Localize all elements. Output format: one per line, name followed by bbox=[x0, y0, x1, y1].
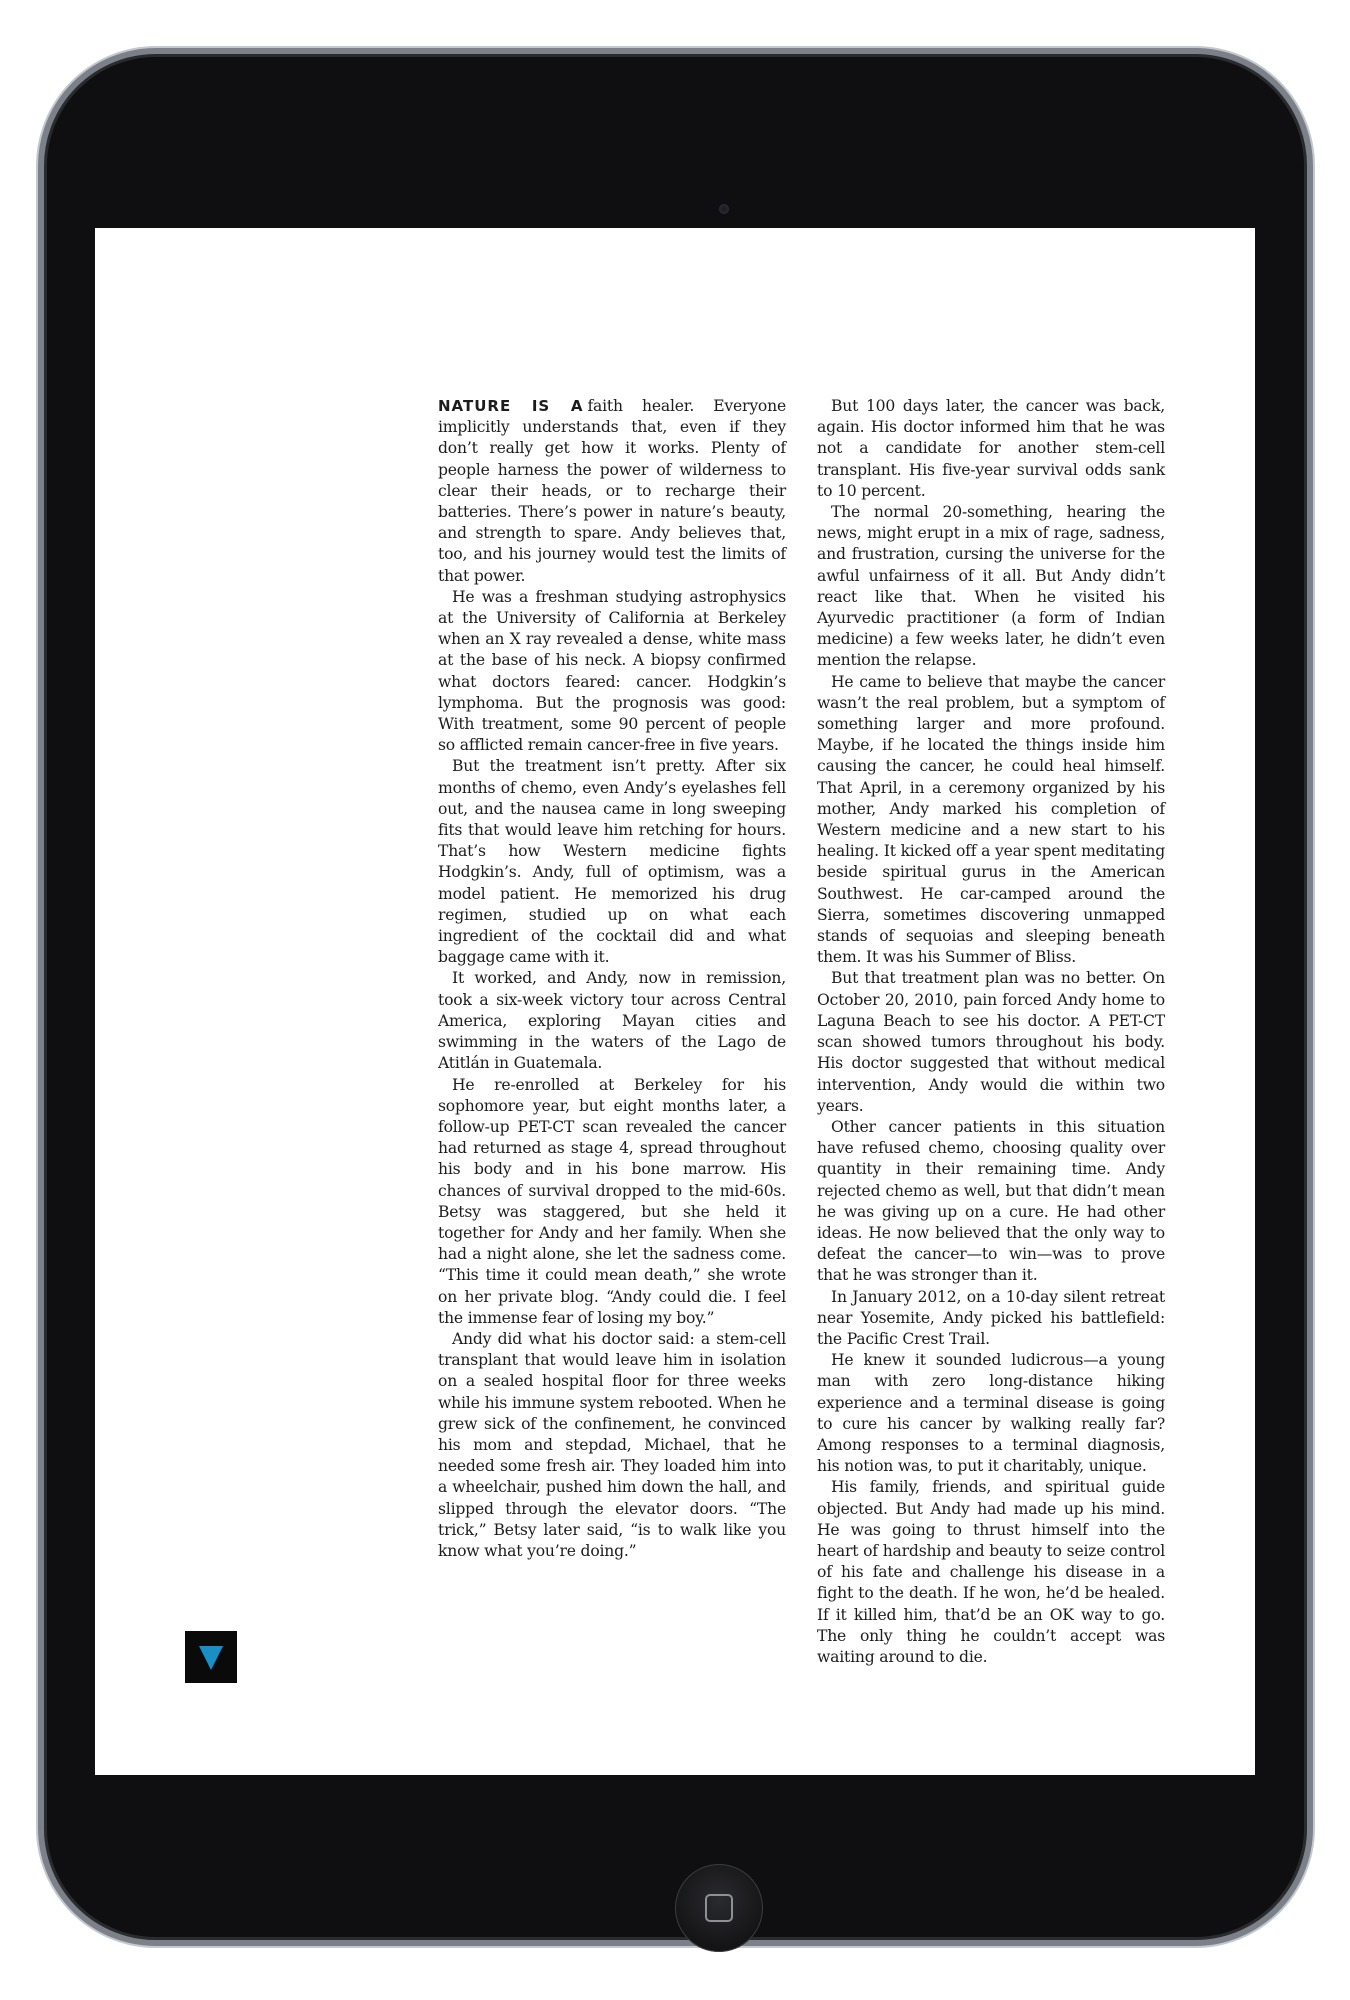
article-paragraph: But 100 days later, the cancer was back, again. His doctor informed him that he was not a candidate for another stem-cell transplant. His five-year survival odds sank to 10 percent. bbox=[817, 397, 1165, 500]
paragraph-text: faith healer. Everyone implicitly understands that, even if they don’t really get how it works. Plenty of people harness the power of wilderness to clear their heads, or to recharge their batteries. There’s power in nature’s beauty, and strength to spare. Andy believes that, too, and his journey would test the limits of that power. bbox=[438, 397, 786, 585]
article-paragraph: He re-enrolled at Berkeley for his sophomore year, but eight months later, a follow-up PET-CT scan revealed the cancer had returned as stage 4, spread throughout his body and in his bone marrow. His chances of survival dropped to the mid-60s. Betsy was staggered, but she held it together for Andy and her family. When she had a night alone, she let the sadness come. “This time it could mean death,” she wrote on her private blog. “Andy could die. I feel the immense fear of losing my boy.” bbox=[438, 1075, 786, 1327]
article-paragraph: But the treatment isn’t pretty. After six months of chemo, even Andy’s eyelashes fell out, and the nausea came in long sweeping fits that would leave him retching for hours. That’s how Western medicine fights Hodgkin’s. Andy, full of optimism, was a model patient. He memorized his drug regimen, studied up on what each ingredient of the cocktail did and what baggage came with it. bbox=[438, 757, 786, 967]
article-paragraph: He knew it sounded ludicrous—a young man with zero long-distance hiking experience and a terminal disease is going to cure his cancer by walking really far? Among responses to a terminal diagnosis, his notion was, to put it charitably, unique. bbox=[817, 1351, 1165, 1476]
article-paragraph: But that treatment plan was no better. On October 20, 2010, pain forced Andy home to Laguna Beach to see his doctor. A PET-CT scan showed tumors throughout his body. His doctor suggested that without medical intervention, Andy would die within two years. bbox=[817, 969, 1165, 1115]
article-paragraph: He was a freshman studying astrophysics at the University of California at Berkeley when an X ray revealed a dense, white mass at the base of his neck. A biopsy confirmed what doctors feared: cancer. Hodgkin’s lymphoma. But the prognosis was good: With treatment, some 90 percent of people so afflicted remain cancer-free in five years. bbox=[438, 587, 786, 755]
lead-in: NATURE IS A bbox=[438, 397, 584, 415]
home-button[interactable] bbox=[675, 1864, 763, 1952]
article-paragraph: It worked, and Andy, now in remission, took a six-week victory tour across Central America, exploring Mayan cities and swimming in the waters of the Lago de Atitlán in Guatemala. bbox=[438, 969, 786, 1073]
article-column-left bbox=[438, 396, 786, 1562]
home-button-icon bbox=[705, 1894, 733, 1922]
article-paragraph: In January 2012, on a 10-day silent retreat near Yosemite, Andy picked his battlefield: the Pacific Crest Trail. bbox=[817, 1287, 1165, 1348]
end-marker[interactable] bbox=[185, 1631, 237, 1683]
front-camera bbox=[719, 204, 729, 214]
article-paragraph: Other cancer patients in this situation have refused chemo, choosing quality over quantity in their remaining time. Andy rejected chemo as well, but that didn’t mean he was giving up on a cure. He had other ideas. He now believed that the only way to defeat the cancer—to win—was to prove that he was stronger than it. bbox=[817, 1117, 1165, 1285]
article-paragraph: Andy did what his doctor said: a stem-cell transplant that would leave him in isolation on a sealed hospital floor for three weeks while his immune system rebooted. When he grew sick of the confinement, he convinced his mom and stepdad, Michael, that he needed some fresh air. They loaded him into a wheelchair, pushed him down the hall, and slipped through the elevator doors. “The trick,” Betsy later said, “is to walk like you know what you’re doing.” bbox=[438, 1329, 786, 1560]
article-column-right bbox=[817, 396, 1165, 1668]
article-paragraph: His family, friends, and spiritual guide objected. But Andy had made up his mind. He was going to thrust himself into the heart of hardship and beauty to seize control of his fate and challenge his disease in a fight to the death. If he won, he’d be healed. If it killed him, that’d be an OK way to go. The only thing he couldn’t accept was waiting around to die. bbox=[817, 1478, 1165, 1666]
article-paragraph: The normal 20-something, hearing the news, might erupt in a mix of rage, sadness, and frustration, cursing the universe for the awful unfairness of it all. But Andy didn’t react like that. When he visited his Ayurvedic practitioner (a form of Indian medicine) a few weeks later, he didn’t even mention the relapse. bbox=[817, 503, 1165, 670]
screen bbox=[95, 228, 1255, 1775]
article-paragraph: He came to believe that maybe the cancer wasn’t the real problem, but a symptom of something larger and more profound. Maybe, if he located the things inside him causing the cancer, he could heal himself. That April, in a ceremony organized by his mother, Andy marked his completion of Western medicine and a new start to his healing. It kicked off a year spent meditating beside spiritual gurus in the American Southwest. He car-camped around the Sierra, sometimes discovering unmapped stands of sequoias and sleeping beneath them. It was his Summer of Bliss. bbox=[817, 672, 1165, 967]
article-paragraph bbox=[438, 396, 786, 587]
down-triangle-icon bbox=[199, 1646, 223, 1670]
